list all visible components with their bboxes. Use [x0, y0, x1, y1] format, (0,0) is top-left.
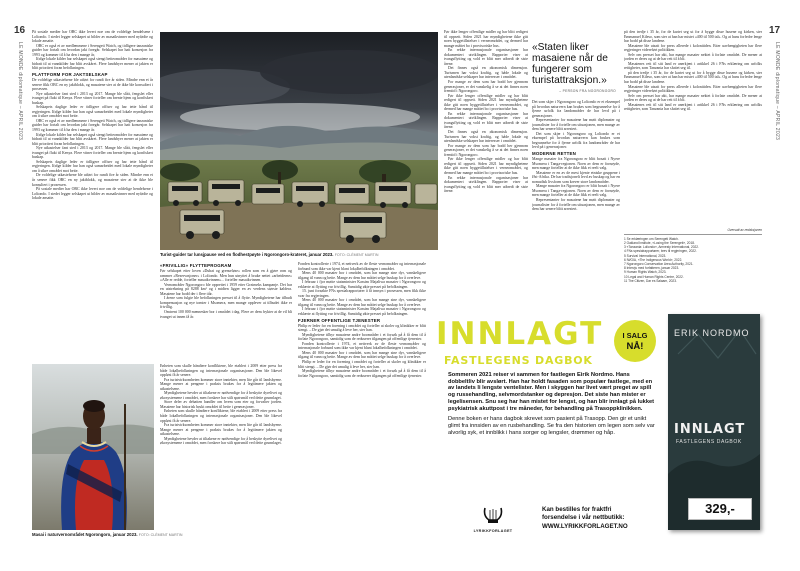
- photo-landscape: [160, 32, 438, 250]
- paragraph: Det finnes også en økonomisk dimensjon. Turismen har vokst kraftig, og både lokale og utenlandske selskaper har interesser i området.: [444, 130, 528, 144]
- paragraph: Før ikke lenger offentlige midler og har blitt redigert til oppsett. Siden 2021 har myndighetene ikke gitt noen byggetillatelser i verneområdet, og dermed har mange måttet bo i provisoriske hus.: [444, 157, 528, 175]
- paragraph: Myndighetene tilbyr masaiene andre boområder i et forsøk på å få dem til å forlate Ngorongoro, samtidig som de reduserer tilgangen på offentlige tjenester.: [298, 369, 426, 378]
- paragraph: Myndighetene hevder at tiltakene er nødvendige for å beskytte dyrelivet og økosystemene i området, men forskere har stilt spørsmål ved dette grunnlaget.: [160, 391, 282, 400]
- paragraph: Selv om presset har økt, har mange masaier nektet å forlate området. De mener at jorden er deres og at de har rett til å bli.: [624, 93, 762, 103]
- paragraph: I februar i fjor møtte statsminister Kassim Majaliwa masaier i Ngorongoro og erklærte at flytting var frivillig. Samtidig økte presset på befolkningen.: [298, 307, 426, 317]
- quote-text: «Staten liker masaiene når de fungerer som turistattraksjon.»: [532, 42, 608, 86]
- order-line-1: Kan bestilles for fraktfri: [542, 506, 612, 513]
- article-column-2: [160, 364, 282, 542]
- paragraph: Masaiene ble utsatt for press allerede i kolonitiden. Etter uavhengigheten har flere regjeringer videreført politikken.: [624, 43, 762, 53]
- paragraph: En rekke internasjonale organisasjoner har dokumentert utviklingen. Rapporter viser at tvangsflytting og vold er blitt mer utbredt de siste årene.: [444, 48, 528, 66]
- paragraph: Mens 40 000 masaier bor i området, som har mange sine dyr, vanskeligere tilgang til vann og beite. Mange av dem har måttet selge buskap for å overleve.: [298, 271, 426, 280]
- footnote-item: 5 Survival International, 2023.: [624, 253, 667, 258]
- masai-portrait-image: [32, 364, 154, 530]
- ad-description: [448, 372, 656, 436]
- paragraph: Masaiene er en av de mest kjente etniske gruppene i Øst-Afrika. De har tradisjonelt levd av buskap og har en nomadisk livsform som krever store landområder.: [532, 170, 620, 184]
- section-heading: PLATTFORM FOR JAKTSELSKAP: [32, 71, 108, 77]
- paragraph: En rekke internasjonale organisasjoner har dokumentert utviklingen. Rapporter viser at tvangsflytting og vold er blitt mer utbredt de siste årene.: [444, 111, 528, 130]
- order-info: [542, 506, 682, 531]
- badge-line-1: I SALG: [622, 331, 648, 340]
- translator-note: Oversatt av redaksjonen: [727, 228, 762, 232]
- paragraph: I februar i fjor møtte statsminister Kassim Majaliwa masaier i Ngorongoro og erklærte at flytting var frivillig. Samtidig økte presset på befolkningen.: [298, 280, 426, 289]
- photo-credit: FOTO: CLÉMENT MARTIN: [334, 253, 379, 257]
- paragraph: Enheten som skulle håndtere konfliktene, ble etablert i 2009 etter press fra både lokalbefolkningen og internasjonale organisasjoner. Den ble likevel oppløst få år senere.: [160, 364, 282, 378]
- footnote-item: 6 IWGIA, «The Indigenous World», 2022.: [624, 257, 683, 262]
- paragraph: Fonden kontrollerte i 1974, et nettverk av de fleste vernområder og internasjonale forbund som ikke var kjent blant lokalbefolkningen i området.: [298, 262, 426, 271]
- paragraph: Nye utkastelser fant sted i 2013 og 2017. Mange ble slått, fengslet eller tvunget på flukt til Kenya. Flere vitner forteller om brente hjem og konfiskert buskap.: [32, 146, 153, 160]
- paragraph: De voldelige utkastelsene ble utført for rundt fire år siden. Mindre enn et år senere fikk OBC en ny jaktblokk, og masaiene sier at de ikke ble konsultert i prosessen.: [32, 173, 153, 187]
- page-number-left: 16: [14, 25, 26, 36]
- paragraph: Masaienes rett til sitt land er anerkjent i artikkel 26 i FNs erklæring om urfolks rettigheter, som Tanzania har sluttet seg til.: [624, 102, 762, 112]
- price-tag: 329,-: [688, 498, 752, 520]
- paragraph: Mange masaier fra Ngorongoro er blitt bosatt i Nyere Msomera i Tanga-regionen. Noen av dem er fornøyde, men mange forteller at de ikke fikk et reelt valg.: [532, 184, 620, 198]
- paragraph: Det finnes også en økonomisk dimensjon. Turismen har vokst kraftig, og både lokale og utenlandske selskaper har interesser i området.: [444, 66, 528, 80]
- paragraph: Fra turistvirksomheten kommer store inntekter, men lite går til landsbyene. Mange mener at pengene i praksis brukes for å legitimere jakten og utkastelsene.: [160, 423, 282, 437]
- paragraph: Masaiene ble utsatt for press allerede i kolonitiden. Etter uavhengigheten har flere regjeringer videreført politikken.: [624, 84, 762, 94]
- paragraph: Mens 40 000 masaier bor i området, som har mange sine dyr, vanskeligere tilgang til vann og beite. Mange av dem har måttet selge buskap for å overleve.: [298, 298, 426, 307]
- paragraph: Selskapets daglige leder er tidligere offiser og har tette bånd til regjeringen. Ifølge kilder har han også samarbeidet med lokale myndigheter om å sikre området mot beite.: [32, 105, 153, 119]
- paragraph: Masaienes rett til sitt land er anerkjent i artikkel 26 i FNs erklæring om urfolks rettigheter, som Tanzania har sluttet seg til.: [624, 61, 762, 71]
- footnote-item: 8 Intervju med forfatteren, januar 2023.: [624, 266, 680, 271]
- footnote-item: 2 Oakland Institute, «Losing the Serengeti», 2018.: [624, 241, 695, 245]
- ad-paragraph-2: Denne boken er hans dagbok skrevet som pasient på Trasopp. Den gir et unikt glimt fra innsiden av en rusbehandling. Se fra den historien om legen som selv var alvorlig syk, et innblikk i hans sorger og lengsler, drømmer og håp.: [448, 416, 655, 436]
- publisher-name: LYRIKKFORLAGET: [473, 529, 513, 533]
- paragraph: 15. juni forsøkte FNs spesialrapportører å få innsyn i prosessen, men fikk ikke svar fra regjeringen.: [298, 289, 426, 298]
- section-heading: FJERNER OFFENTLIGE TJENESTER: [298, 317, 381, 323]
- paragraph: Enheten som skulle håndtere konfliktene, ble etablert i 2009 etter press fra både lokalbefolkningen og internasjonale organisasjoner. Den ble likevel oppløst få år senere.: [160, 409, 282, 423]
- paragraph: For mange av dem som har bodd her gjennom generasjoner, er det vanskelig å se at det finnes noen fremtid i Ngorongoro.: [444, 143, 528, 157]
- article-column-7: [624, 30, 762, 226]
- book-advertisement: [432, 310, 768, 550]
- paragraph: Representanter for masaiene har møtt diplomater og journalister for å fortelle om situasjonen, men mange av dem har senere blitt arrestert.: [532, 197, 620, 212]
- paragraph: på den tredje i 35 år, for de kartet seg ut for å bygge disse husene og kirken, sier Emmanuel Kileso, som sier at han har mistet «400 til 500 tal». Og at hans forfedre lenge har bodd på disse landene.: [624, 30, 762, 44]
- page-runner-right: LE MONDE diplomatique – APRIL 2023: [774, 42, 780, 141]
- ad-title: INNLAGT: [436, 316, 604, 352]
- paragraph: Fra turistvirksomheten kommer store inntekter, men lite går til landsbyene. Mange mener at pengene i praksis brukes for å legitimere jakten og utkastelsene.: [160, 377, 282, 391]
- paragraph: Mange masaier fra Ngorongoro er blitt bosatt i Nyere Msomera i Tanga-regionen. Noen av dem er fornøyde, men mange forteller at de ikke fikk et reelt valg.: [532, 157, 620, 171]
- article-column-5: [444, 30, 528, 306]
- paragraph: Før ikke lenger offentlige midler og har blitt redigert til oppsett. Siden 2021 har myndighetene ikke gitt noen byggetillatelser i verneområdet, og dermed har mange måttet bo i provisoriske hus.: [444, 30, 528, 48]
- footnote-item: 9 Human Rights Watch, 2023.: [624, 270, 667, 275]
- paragraph: Ifølge lokale kilder har selskapet også stengt beiteområder for masaiene og bidratt til at vannkilder har blitt avskåret. Flere landsbyer mener at jakten er blitt prioritert foran befolkningen.: [32, 57, 153, 71]
- order-url-link[interactable]: WWW.LYRIKKFORLAGET.NO: [542, 523, 628, 530]
- paragraph: Myndighetene hevder at tiltakene er nødvendige for å beskytte dyrelivet og økosystemene i området, men forskere har stilt spørsmål ved dette grunnlaget.: [160, 436, 282, 446]
- paragraph: På sosiale medier har OBC ikke levert noe om de voldelige hendelsene i Loliondo. I stedet legger selskapet ut bilder av masaikvinner med nyfødte og lokale ansatte.: [32, 30, 153, 44]
- caption-text: Masai i naturvernområdet Ngorongoro, januar 2023.: [32, 532, 138, 537]
- lyre-icon: [481, 506, 505, 524]
- footnotes: [624, 228, 762, 306]
- pull-quote: [532, 42, 616, 93]
- paragraph: På sosiale medier har OBC ikke levert noe om de voldelige hendelsene i Loliondo. I stedet legger selskapet ut bilder av masaikvinner med nyfødte og lokale ansatte.: [32, 187, 153, 201]
- ad-subtitle: FASTLEGENS DAGBOK: [444, 354, 593, 367]
- paragraph: Representanter for masaiene har møtt diplomater og journalister for å fortelle om situasjonen, men mange av dem har senere blitt arrestert.: [532, 118, 620, 132]
- on-sale-badge: [614, 320, 656, 362]
- ad-paragraph-1: Sommeren 2021 reiser vi sammen for fastlegen Eirik Nordmo. Hans dobbeltliv blir avslørt. Han har holdt fasaden som populær fastlege, med en av landets li lengste ventelister. Men i skyggen har livet vært preget av spill og russehandling, selvmordstanker og depresjon. Det siste han mister er legelisensen. Snu seg har han mistet for lengst, og han blir innlagt på lukket psykiatrisk akuttpost i tre måneder, for behandling på Trasoppklinikken.: [448, 372, 655, 412]
- article-column-4: [298, 262, 426, 548]
- order-line-2: forsendelse i vår nettbutikk:: [542, 513, 625, 521]
- photo-portrait: [32, 364, 154, 530]
- article-column-3: [160, 262, 292, 360]
- paragraph: For mange av dem som har bodd her gjennom generasjoner, er det vanskelig å se at det finnes noen fremtid i Ngorongoro.: [444, 80, 528, 94]
- paragraph: Mens 40 000 masaier bor i området, som har mange sine dyr, vanskeligere tilgang til vann og beite. Mange av dem har måttet selge buskap for å overleve.: [298, 350, 426, 360]
- paragraph: Det som skjer i Ngorongoro og Loliondo er et eksempel på hvordan naturvern kan brukes som begrunnelse for å fjerne urfolk fra landområder de har levd på i generasjoner.: [532, 100, 620, 118]
- article-column-6: [532, 100, 620, 306]
- section-heading: «FRIVILLIG» FLYTTEPROGRAM: [160, 263, 232, 268]
- paragraph: De voldelige utkastelsene ble utført for rundt fire år siden. Mindre enn et år senere fikk OBC en ny jaktblokk, og masaiene sier at de ikke ble konsultert i prosessen.: [32, 77, 153, 92]
- footnote-item: 10 Legal and Human Rights Centre, 2022.: [624, 274, 684, 279]
- paragraph: på den tredje i 35 år, for de kartet seg ut for å bygge disse husene og kirken, sier Emmanuel Kileso, som sier at han har mistet «400 til 500 tal». Og at hans forfedre lenge har bodd på disse landene.: [624, 70, 762, 85]
- paragraph: OBC er også et av medlemmene i Serengeti Watch, og tidligere tanzaniske guider har fortalt om hvordan jakt foregår. Selskapet har hatt konsesjon fra 1993 og kommer til å ha den i mange år.: [32, 118, 153, 132]
- paragraph: Fonden kontrollerte i 1974, et nettverk av de fleste vernområder og internasjonale forbund som ikke var kjent blant lokalbefolkningen i området.: [298, 341, 426, 351]
- paragraph: Selskapets daglige leder er tidligere offiser og har tette bånd til regjeringen. Ifølge kilder har han også samarbeidet med lokale myndigheter om å sikre området mot beite.: [32, 159, 153, 173]
- footnote-item: 4 FNs spesialrapportører, brev til regjeringen, 2022.: [624, 249, 697, 254]
- paragraph: Myndighetene tilbyr masaiene andre boområder i et forsøk på å få dem til å forlate Ngorongoro, samtidig som de reduserer tilgangen på offentlige tjenester.: [298, 332, 426, 342]
- quote-source: – PERSON FRA NGORONGORO: [559, 89, 616, 93]
- paragraph: Omtrent 100 000 mennesker bor i området i dag. Flere av dem frykter at de vil bli tvunget ut innen få år.: [160, 309, 292, 319]
- paragraph: I årene som fulgte ble befolkningen presset til å flytte. Myndighetene har tilbudt kompensasjon og nye tomter i Msomera, men mange opplever at tilbudet ikke er frivillig.: [160, 296, 292, 310]
- photo-credit: FOTO: CLÉMENT MARTIN: [138, 533, 183, 537]
- badge-line-2: NÅ!: [626, 341, 644, 352]
- section-heading: MODERNE RETTEN: [532, 151, 577, 157]
- photo-caption-landscape: [160, 252, 450, 257]
- paragraph: Philip er leder for en forening i området og forteller at skoler og klinikker er blitt stengt. – De gjør det umulig å leve her, sier han.: [298, 359, 426, 369]
- paragraph: Nye utkastelser fant sted i 2013 og 2017. Mange ble slått, fengslet eller tvunget på flukt til Kenya. Flere vitner forteller om brente hjem og konfiskert buskap.: [32, 91, 153, 105]
- paragraph: Selv om presset har økt, har mange masaier nektet å forlate området. De mener at jorden er deres og at de har rett til å bli.: [624, 52, 762, 62]
- book-subtitle: FASTLEGENS DAGBOK: [676, 439, 742, 445]
- caption-text: Turist-guider tar lunsjpause ved en flodhestpøyte i Ngorongoro-krateret, januar 2023.: [160, 252, 334, 257]
- page-runner-left: LE MONDE diplomatique – APRIL 2023: [17, 42, 23, 141]
- paragraph: Før ikke lenger offentlige midler og har blitt redigert til oppsett. Siden 2021 har myndighetene ikke gitt noen byggetillatelser i verneområdet, og dermed har mange måttet bo i provisoriske hus.: [444, 93, 528, 112]
- footnote-item: 1 Se erklæringen om Serengeti Watch.: [624, 236, 679, 241]
- page-number-right: 17: [769, 25, 781, 36]
- paragraph: Ifølge lokale kilder har selskapet også stengt beiteområder for masaiene og bidratt til at vannkilder har blitt avskåret. Flere landsbyer mener at jakten er blitt prioritert foran befolkningen.: [32, 132, 153, 146]
- footnote-item: 11 The Citizen, Dar es Salaam, 2023.: [624, 278, 677, 283]
- paragraph: En rekke internasjonale organisasjoner har dokumentert utviklingen. Rapporter viser at tvangsflytting og vold er blitt mer utbredt de siste årene.: [444, 175, 528, 194]
- paragraph: Før selskapet etter loven «Dubai og grenseløse» rollen som en å gjøre rom og rammer «Reservasjoner» i Loliondo. Men hun utnyttet å bruke nettet «arbeiderne» «Alle er redde, forteller masaikvinnen»... forteller masaikvinnen.: [160, 269, 292, 283]
- paragraph: Store deler av debatten handler om hvem som eier og forvalter jorden. Masaiene har historisk brukt området til beite i generasjoner.: [160, 400, 282, 409]
- book-title: INNLAGT: [674, 422, 746, 437]
- footnote-item: 7 Ngorongoro Conservation Area Authority, 2021.: [624, 262, 694, 267]
- paragraph: OBC er også et av medlemmene i Serengeti Watch, og tidligere tanzaniske guider har fortalt om hvordan jakt foregår. Selskapet har hatt konsesjon fra 1993 og kommer til å ha den i mange år.: [32, 43, 153, 57]
- paragraph: Philip er leder for en forening i området og forteller at skoler og klinikker er blitt stengt. – De gjør det umulig å leve her, sier han.: [298, 323, 426, 333]
- footnote-item: 3 «Tanzania: Loliondo», Amnesty International, 2022.: [624, 245, 699, 250]
- article-column-1: [32, 30, 153, 360]
- book-author: ERIK NORDMO: [674, 328, 750, 338]
- crater-landscape-image: [160, 32, 438, 250]
- paragraph: Det som skjer i Ngorongoro og Loliondo er et eksempel på hvordan naturvern kan brukes som begrunnelse for å fjerne urfolk fra landområder de har levd på i generasjoner.: [532, 131, 620, 150]
- publisher-logo: [472, 506, 514, 533]
- paragraph: Vernområder Ngorongoro ble opprettet i 1959 etter Grzimeks kampanje. Det har en utstrekning på 8288 km² og i midten ligger en av verdens største kaldera. Masaiene har bodd der i flere tiår.: [160, 282, 292, 296]
- divider: [624, 234, 762, 235]
